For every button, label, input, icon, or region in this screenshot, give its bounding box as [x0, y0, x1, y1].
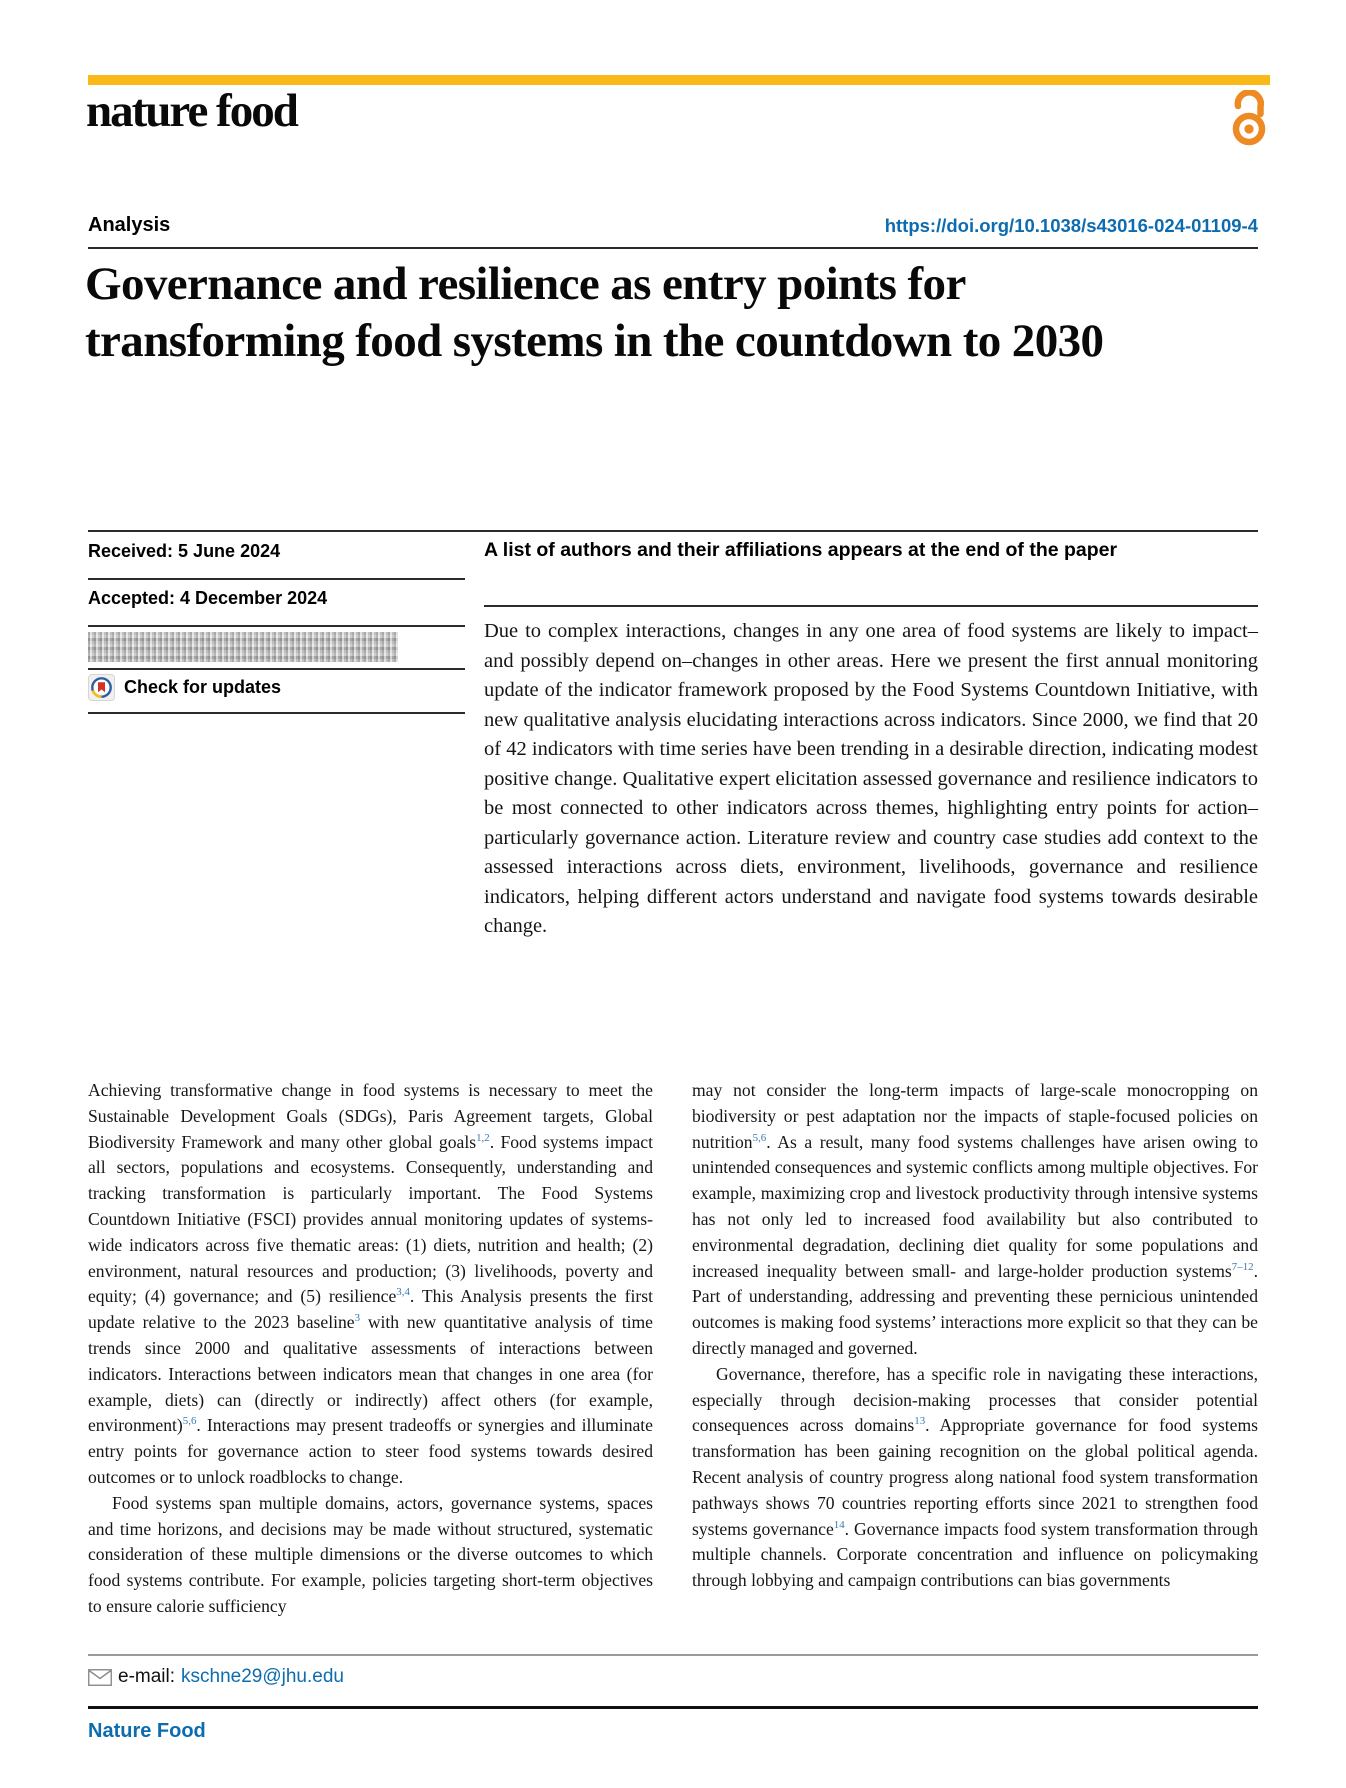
header-divider-rule	[88, 247, 1258, 249]
citation-superscript: 13	[914, 1415, 926, 1428]
citation-superscript: 3	[354, 1312, 361, 1325]
check-for-updates-label: Check for updates	[124, 677, 282, 697]
metadata-rule	[88, 578, 465, 580]
body-paragraph: Governance, therefore, has a specific role in navigating these interactions, especially through decision-making processes that consider potential consequences across domains$^{13}$. Appropriate governance for food systems transformation has been gaining recognition on the global political agenda. Recent analysis of country progress along national food system transformation pathways shows 70 countries reporting efforts since 2021 to strengthen food systems governance$^{14}$. Governance impacts food system transformation through multiple channels. Corporate concentration and influence on policymaking through lobbying and campaign contributions can bias governments	[692, 1363, 1258, 1591]
check-for-updates-badge[interactable]	[88, 674, 281, 701]
citation-superscript: 5,6	[752, 1131, 767, 1144]
citation-superscript: 5,6	[182, 1415, 197, 1428]
footer-bottom-rule	[88, 1706, 1258, 1709]
abstract-text: Due to complex interactions, changes in any one area of food systems are likely to impact–and possibly depend on–changes in other areas. Here we present the first annual monitoring update of the indicator framework proposed by the Food Systems Countdown Initiative, with new qualitative analysis elucidating interactions across indicators. Since 2000, we find that 20 of 42 indicators with time series have been trending in a desirable direction, indicating modest positive change. Qualitative expert elicitation assessed governance and resilience indicators to be most connected to other indicators across themes, highlighting entry points for action–particularly governance action. Literature review and country case studies add context to the assessed interactions across diets, environment, livelihoods, governance and resilience indicators, helping different actors understand and navigate food systems towards desirable change.	[484, 620, 1258, 937]
email-label: e-mail:	[118, 1666, 176, 1687]
citation-superscript: 7–12	[1231, 1260, 1254, 1273]
metadata-rule	[88, 625, 465, 627]
accepted-date: Accepted: 4 December 2024	[88, 588, 328, 608]
crossmark-icon	[88, 674, 115, 701]
citation-superscript: 3,4	[396, 1286, 410, 1299]
email-link[interactable]: kschne29@jhu.edu	[181, 1666, 344, 1687]
body-column-left	[88, 1078, 653, 1620]
journal-logo: nature food	[86, 85, 297, 137]
body-paragraph: Achieving transformative change in food systems is necessary to meet the Sustainable Development Goals (SDGs), Paris Agreement targets, Global Biodiversity Framework and many other global goals$^{1,2}$. Food systems impact all sectors, populations and ecosystems. Consequently, understanding and tracking transformation is particularly important. The Food Systems Countdown Initiative (FSCI) provides annual monitoring updates of systems-wide indicators across five thematic areas: (1) diets, nutrition and health; (2) environment, natural resources and production; (3) livelihoods, poverty and equity; (4) governance; and (5) resilience$^{3,4}$. This Analysis presents the first update relative to the 2023 baseline$^3$ with new quantitative analysis of time trends since 2000 and qualitative assessments of interactions between indicators. Interactions between indicators mean that changes in one area (for example, diets) can (directly or indirectly) affect others (for example, environment)$^{5,6}$. Interactions may present tradeoffs or synergies and illuminate entry points for governance action to steer food systems towards desired outcomes or to unlock roadblocks to change.	[88, 1080, 653, 1487]
metadata-rule	[88, 712, 465, 714]
body-paragraph: may not consider the long-term impacts of large-scale monocropping on biodiversity or pest adaptation nor the impacts of staple-focused policies on nutrition$^{5,6}$. As a result, many food systems challenges have arisen owing to unintended consequences and systemic conflicts among multiple objectives. For example, maximizing crop and livestock productivity through intensive systems has not only led to increased food availability but also contributed to environmental degradation, declining diet quality for some populations and increased inequality between small- and large-holder production systems$^{7-12}$. Part of understanding, addressing and preventing these pernicious unintended outcomes is making food systems’ interactions more explicit so that they can be directly managed and governed.	[692, 1080, 1258, 1358]
citation-superscript: 14	[833, 1518, 845, 1531]
info-band-top-rule	[88, 530, 1258, 532]
envelope-icon	[88, 1669, 112, 1686]
metadata-rule	[88, 668, 465, 670]
citation-superscript: 1,2	[476, 1131, 490, 1144]
article-category-label: Analysis	[88, 214, 171, 236]
journal-name-footer: Nature Food	[88, 1720, 206, 1742]
correspondence-row	[88, 1666, 344, 1688]
open-access-icon	[1230, 90, 1268, 146]
received-date: Received: 5 June 2024	[88, 541, 281, 561]
page-title: Governance and resilience as entry points for transforming food systems in the countdown to 2030	[85, 258, 1104, 367]
footer-top-rule	[88, 1654, 1258, 1656]
redacted-published-date	[88, 632, 398, 662]
body-column-right	[692, 1078, 1258, 1594]
authors-note: A list of authors and their affiliations appears at the end of the paper	[484, 539, 1118, 561]
abstract-top-rule	[484, 605, 1258, 607]
body-paragraph: Food systems span multiple domains, actors, governance systems, spaces and time horizons, and decisions may be made without structured, systematic consideration of these multiple dimensions or the diverse outcomes to which food systems contribute. For example, policies targeting short-term objectives to ensure calorie sufficiency	[88, 1492, 653, 1616]
doi-link[interactable]: https://doi.org/10.1038/s43016-024-01109-4	[884, 215, 1258, 236]
